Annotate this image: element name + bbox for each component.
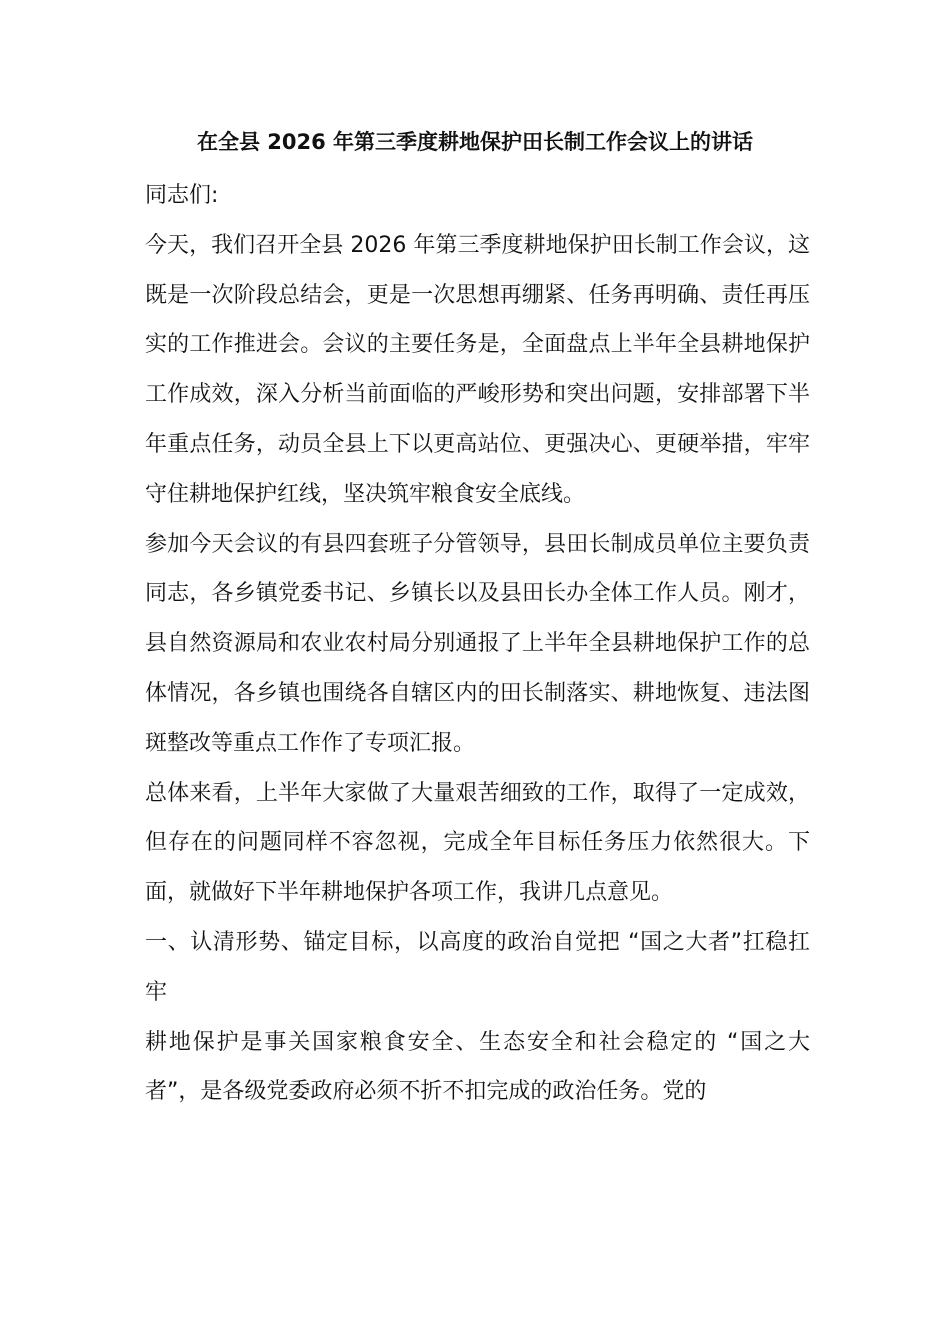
paragraph-overview: 总体来看，上半年大家做了大量艰苦细致的工作，取得了一定成效，但存在的问题同样不容忽视，完成全年目标任务压力依然很大。下面，就做好下半年耕地保护各项工作，我讲几点意见。 (145, 780, 810, 906)
paragraph-attendees: 参加今天会议的有县四套班子分管领导，县田长制成员单位主要负责同志，各乡镇党委书记、乡镇长以及县田长办全体工作人员。刚才，县自然资源局和农业农村局分别通报了上半年全县耕地保护工作的总体情况，各乡镇也围绕各自辖区内的田长制落实、耕地恢复、违法图斑整改等重点工作作了专项汇报。 (145, 531, 810, 756)
salutation: 同志们: (145, 183, 219, 208)
document-title: 在全县 2026 年第三季度耕地保护田长制工作会议上的讲话 (196, 130, 754, 154)
document-body (145, 171, 810, 1117)
paragraph-opening: 今天，我们召开全县 2026 年第三季度耕地保护田长制工作会议，这既是一次阶段总结会，更是一次思想再绷紧、任务再明确、责任再压实的工作推进会。会议的主要任务是，全面盘点上半年全县耕地保护工作成效，深入分析当前面临的严峻形势和突出问题，安排部署下半年重点任务，动员全县上下以更高站位、更强决心、更硬举措，牢牢守住耕地保护红线，坚决筑牢粮食安全底线。 (145, 232, 810, 507)
paragraph-section-1: 耕地保护是事关国家粮食安全、生态安全和社会稳定的 “国之大者”，是各级党委政府必须不折不扣完成的政治任务。党的 (145, 1029, 810, 1105)
section-heading-1: 一、认清形势、锚定目标，以高度的政治自觉把 “国之大者”扛稳扛牢 (145, 929, 810, 1005)
